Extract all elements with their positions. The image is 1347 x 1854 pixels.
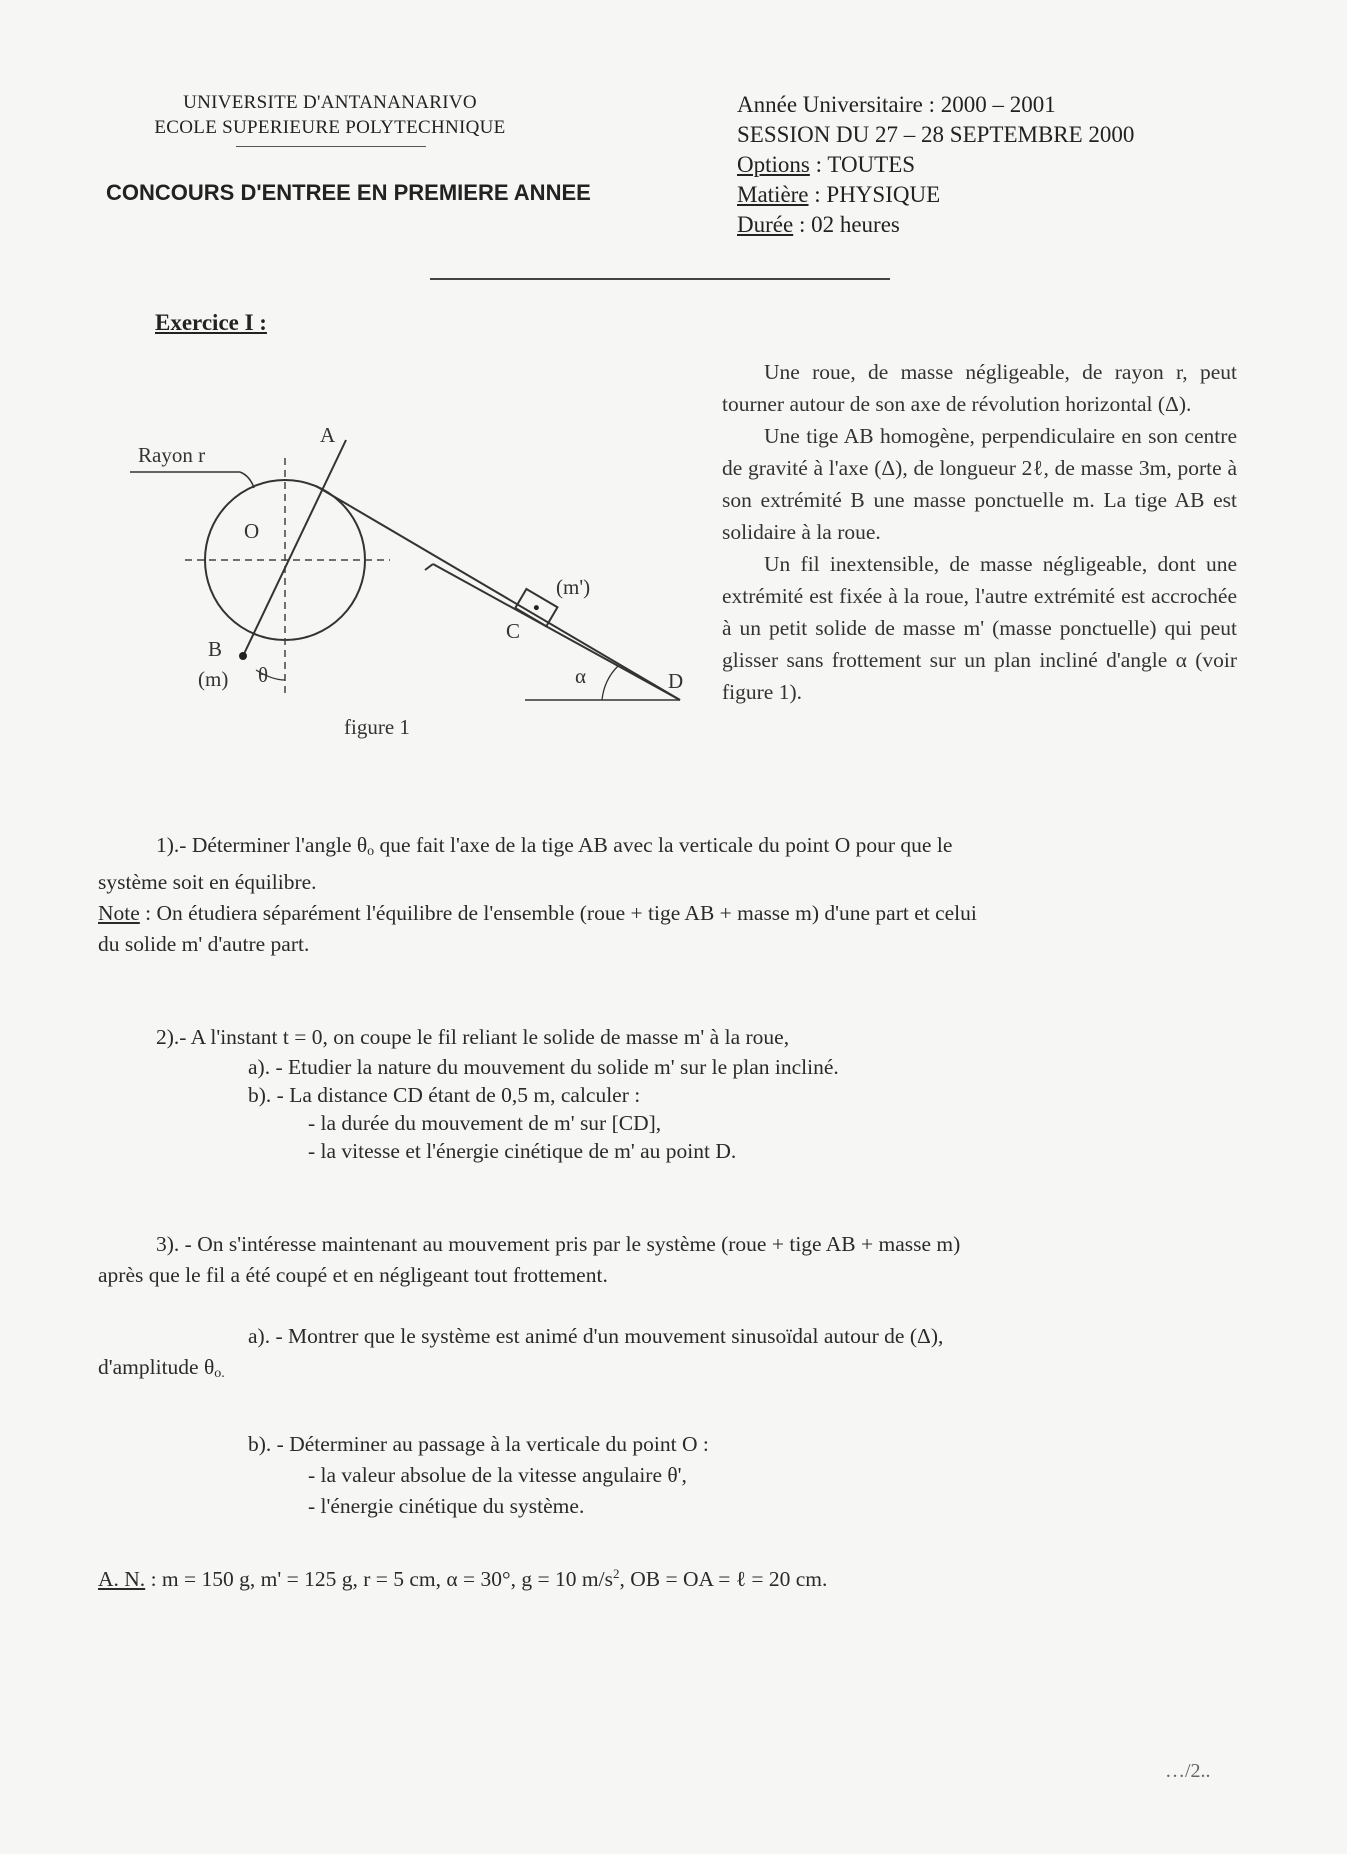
label-d: D bbox=[668, 669, 684, 693]
question-3a: a). - Montrer que le système est animé d'un mouvement sinusoïdal autour de (Δ), bbox=[248, 1324, 944, 1348]
exercise-intro bbox=[722, 356, 1237, 708]
mass-b-dot bbox=[239, 652, 247, 660]
an-text: : m = 150 g, m' = 125 g, r = 5 cm, α = 30°, g = 10 m/s bbox=[145, 1567, 613, 1591]
duration-row bbox=[737, 210, 1134, 240]
question-2a: a). - Etudier la nature du mouvement du solide m' sur le plan incliné. bbox=[248, 1055, 839, 1079]
question-1-text: 1).- Déterminer l'angle θ bbox=[156, 833, 368, 857]
subject-value: : PHYSIQUE bbox=[808, 182, 941, 207]
label-alpha: α bbox=[575, 664, 587, 688]
question-1-text: que fait l'axe de la tige AB avec la verticale du point O pour que le bbox=[374, 833, 953, 857]
exercise-title: Exercice I : bbox=[155, 310, 267, 335]
institution-block bbox=[100, 90, 560, 140]
header-separator bbox=[430, 278, 890, 280]
figure-caption: figure 1 bbox=[344, 715, 410, 739]
label-rayon: Rayon r bbox=[138, 443, 206, 467]
subscript: o. bbox=[214, 1366, 225, 1381]
note bbox=[98, 898, 1248, 929]
incline-plane bbox=[425, 564, 433, 570]
question-2: 2).- A l'instant t = 0, on coupe le fil reliant le solide de masse m' à la roue, bbox=[156, 1025, 790, 1049]
label-a: A bbox=[320, 423, 336, 447]
an-label: A. N. bbox=[98, 1567, 146, 1591]
school-name: ECOLE SUPERIEURE POLYTECHNIQUE bbox=[154, 117, 506, 138]
label-m: (m) bbox=[198, 667, 229, 691]
question-3: 3). - On s'intéresse maintenant au mouvement pris par le système (roue + tige AB + masse m) bbox=[156, 1232, 961, 1256]
superscript: 2 bbox=[612, 1566, 620, 1581]
label-theta: θ bbox=[258, 663, 269, 687]
questions-section bbox=[98, 830, 1248, 1595]
an-text: , OB = OA = ℓ = 20 cm. bbox=[619, 1567, 828, 1591]
session-dates: SESSION DU 27 – 28 SEPTEMBRE 2000 bbox=[737, 122, 1135, 147]
label-o: O bbox=[244, 519, 260, 543]
duration-label: Durée bbox=[737, 212, 794, 237]
note-cont: du solide m' d'autre part. bbox=[98, 932, 310, 956]
intro-paragraph: Une roue, de masse négligeable, de rayon r, peut tourner autour de son axe de révolution horizontal (Δ). bbox=[722, 360, 1237, 416]
question-3b: b). - Déterminer au passage à la verticale du point O : bbox=[248, 1432, 709, 1456]
figure-1-diagram bbox=[130, 418, 710, 748]
rod-ab bbox=[243, 440, 346, 656]
intro-paragraph: Un fil inextensible, de masse négligeable, dont une extrémité est fixée à la roue, l'autre extrémité est accrochée à un petit solide de masse m' (masse ponctuelle) qui peut glisser sans frottement sur un plan incliné d'angle α (voir figure 1). bbox=[722, 552, 1237, 704]
options-value: : TOUTES bbox=[809, 152, 916, 177]
question-3a-cont bbox=[98, 1352, 1248, 1389]
subject-label: Matière bbox=[737, 182, 809, 207]
rayon-leader bbox=[240, 472, 254, 488]
question-3b-item: - la valeur absolue de la vitesse angulaire θ', bbox=[308, 1463, 687, 1487]
label-b: B bbox=[208, 637, 223, 661]
duration-value: : 02 heures bbox=[793, 212, 900, 237]
question-3b-item: - l'énergie cinétique du système. bbox=[308, 1494, 585, 1518]
question-3-cont: après que le fil a été coupé et en négligeant tout frottement. bbox=[98, 1263, 608, 1287]
institution-underline bbox=[236, 146, 426, 147]
subject-row bbox=[737, 180, 1134, 210]
academic-year: Année Universitaire : 2000 – 2001 bbox=[737, 92, 1056, 117]
alpha-arc bbox=[602, 666, 618, 700]
options-label: Options bbox=[737, 152, 810, 177]
intro-paragraph: Une tige AB homogène, perpendiculaire en son centre de gravité à l'axe (Δ), de longueur 2ℓ, de masse 3m, porte à son extrémité B une masse ponctuelle m. La tige AB est solidaire à la roue. bbox=[722, 424, 1237, 544]
question-2b: b). - La distance CD étant de 0,5 m, calculer : bbox=[248, 1083, 641, 1107]
university-name: UNIVERSITE D'ANTANANARIVO bbox=[183, 92, 477, 113]
question-1-cont: système soit en équilibre. bbox=[98, 870, 317, 894]
options-row bbox=[737, 150, 1134, 180]
note-text: : On étudiera séparément l'équilibre de l'ensemble (roue + tige AB + masse m) d'une part et celui bbox=[139, 901, 977, 925]
question-3a-text: d'amplitude θ bbox=[98, 1355, 215, 1379]
page-number: …/2.. bbox=[1165, 1760, 1211, 1782]
question-1 bbox=[98, 830, 1248, 867]
label-c: C bbox=[506, 619, 521, 643]
string-line bbox=[316, 486, 680, 700]
subscript: o bbox=[367, 844, 375, 859]
label-mprime: (m') bbox=[556, 575, 591, 599]
exam-info-block bbox=[737, 90, 1134, 240]
question-2b-item: - la vitesse et l'énergie cinétique de m' au point D. bbox=[308, 1139, 737, 1163]
contest-title: CONCOURS D'ENTREE EN PREMIERE ANNEE bbox=[106, 180, 591, 205]
numerical-application bbox=[98, 1558, 1248, 1595]
question-2b-item: - la durée du mouvement de m' sur [CD], bbox=[308, 1111, 662, 1135]
note-label: Note bbox=[98, 901, 140, 925]
